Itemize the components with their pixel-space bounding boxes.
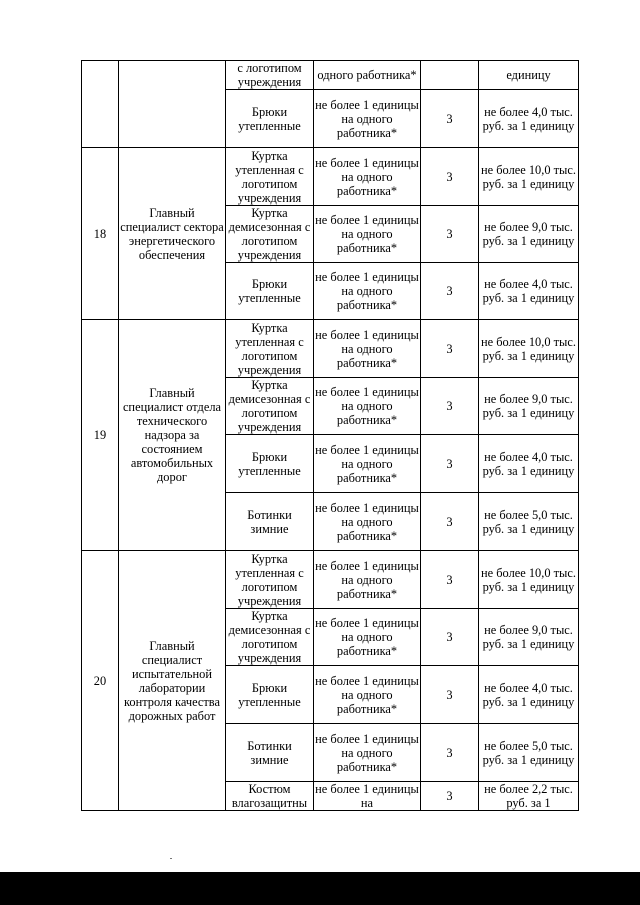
wear-term-cell: 3 — [421, 724, 479, 782]
position-title-cell: Главный специалист отдела технического надзора за состоянием автомобильных дорог — [119, 320, 226, 551]
norm-cell: не более 1 единицы на одного работника* — [314, 320, 421, 378]
item-name-cell: с логотипом учреждения — [226, 61, 314, 90]
norm-cell: не более 1 единицы на одного работника* — [314, 666, 421, 724]
scan-bottom-edge — [0, 872, 640, 905]
wear-term-cell: 3 — [421, 320, 479, 378]
item-name-cell: Ботинки зимние — [226, 493, 314, 551]
price-cell: не более 4,0 тыс. руб. за 1 единицу — [479, 90, 579, 148]
price-cell: не более 9,0 тыс. руб. за 1 единицу — [479, 609, 579, 666]
wear-term-cell: 3 — [421, 782, 479, 811]
scan-speck — [170, 858, 172, 859]
row-number-cell — [82, 61, 119, 148]
price-cell: не более 9,0 тыс. руб. за 1 единицу — [479, 378, 579, 435]
norm-cell: не более 1 единицы на одного работника* — [314, 90, 421, 148]
table-row — [82, 148, 579, 206]
wear-term-cell: 3 — [421, 666, 479, 724]
norm-cell: не более 1 единицы на — [315, 782, 419, 810]
price-cell: не более 10,0 тыс. руб. за 1 единицу — [479, 320, 579, 378]
norm-cell: не более 1 единицы на одного работника* — [314, 493, 421, 551]
price-cell: не более 5,0 тыс. руб. за 1 единицу — [479, 493, 579, 551]
price-cell: не более 4,0 тыс. руб. за 1 единицу — [479, 435, 579, 493]
norm-cell: не более 1 единицы на одного работника* — [314, 609, 421, 666]
item-name-cell: Брюки утепленные — [226, 263, 314, 320]
wear-term-cell: 3 — [421, 378, 479, 435]
norm-cell: не более 1 единицы на одного работника* — [314, 148, 421, 206]
item-name-cell: Куртка утепленная с логотипом учреждения — [226, 551, 314, 609]
item-name-cell: Куртка демисезонная с логотипом учреждения — [226, 609, 314, 666]
price-cell: единицу — [479, 61, 579, 90]
row-number-cell: 19 — [82, 320, 119, 551]
wear-term-cell: 3 — [421, 551, 479, 609]
table-row — [82, 551, 579, 609]
wear-term-cell: 3 — [421, 493, 479, 551]
norm-cell: не более 1 единицы на одного работника* — [314, 724, 421, 782]
price-cell: не более 5,0 тыс. руб. за 1 единицу — [479, 724, 579, 782]
table-row — [82, 61, 579, 90]
price-cell: не более 10,0 тыс. руб. за 1 единицу — [479, 148, 579, 206]
wear-term-cell — [421, 61, 479, 90]
norm-cell: не более 1 единицы на одного работника* — [314, 435, 421, 493]
wear-term-cell: 3 — [421, 90, 479, 148]
position-title-cell — [119, 61, 226, 148]
item-name-cell: Брюки утепленные — [226, 666, 314, 724]
equipment-norms-table — [81, 60, 579, 811]
price-cell: не более 2,2 тыс. руб. за 1 — [479, 782, 579, 811]
item-name-cell: Куртка утепленная с логотипом учреждения — [226, 320, 314, 378]
row-number-cell: 20 — [82, 551, 119, 811]
price-cell: не более 10,0 тыс. руб. за 1 единицу — [479, 551, 579, 609]
item-name-cell: Куртка утепленная с логотипом учреждения — [226, 148, 314, 206]
norm-cell: не более 1 единицы на одного работника* — [314, 551, 421, 609]
wear-term-cell: 3 — [421, 435, 479, 493]
wear-term-cell: 3 — [421, 263, 479, 320]
wear-term-cell: 3 — [421, 206, 479, 263]
item-name-cell: Куртка демисезонная с логотипом учреждения — [226, 378, 314, 435]
norm-cell: не более 1 единицы на одного работника* — [314, 206, 421, 263]
norm-cell: одного работника* — [314, 61, 421, 90]
table-row — [82, 320, 579, 378]
item-name-cell: Куртка демисезонная с логотипом учреждения — [226, 206, 314, 263]
item-name-cell: Брюки утепленные — [226, 90, 314, 148]
wear-term-cell: 3 — [421, 148, 479, 206]
item-name-cell: Брюки утепленные — [226, 435, 314, 493]
position-title-cell: Главный специалист сектора энергетического обеспечения — [119, 148, 226, 320]
item-name-cell: Ботинки зимние — [226, 724, 314, 782]
wear-term-cell: 3 — [421, 609, 479, 666]
price-cell: не более 4,0 тыс. руб. за 1 единицу — [479, 263, 579, 320]
item-name-cell: Костюм влагозащитны — [226, 782, 314, 811]
price-cell: не более 4,0 тыс. руб. за 1 единицу — [479, 666, 579, 724]
price-cell: не более 9,0 тыс. руб. за 1 единицу — [479, 206, 579, 263]
row-number-cell: 18 — [82, 148, 119, 320]
position-title-cell: Главный специалист испытательной лаборатории контроля качества дорожных работ — [119, 551, 226, 811]
norm-cell: не более 1 единицы на одного работника* — [314, 263, 421, 320]
norm-cell: не более 1 единицы на одного работника* — [314, 378, 421, 435]
